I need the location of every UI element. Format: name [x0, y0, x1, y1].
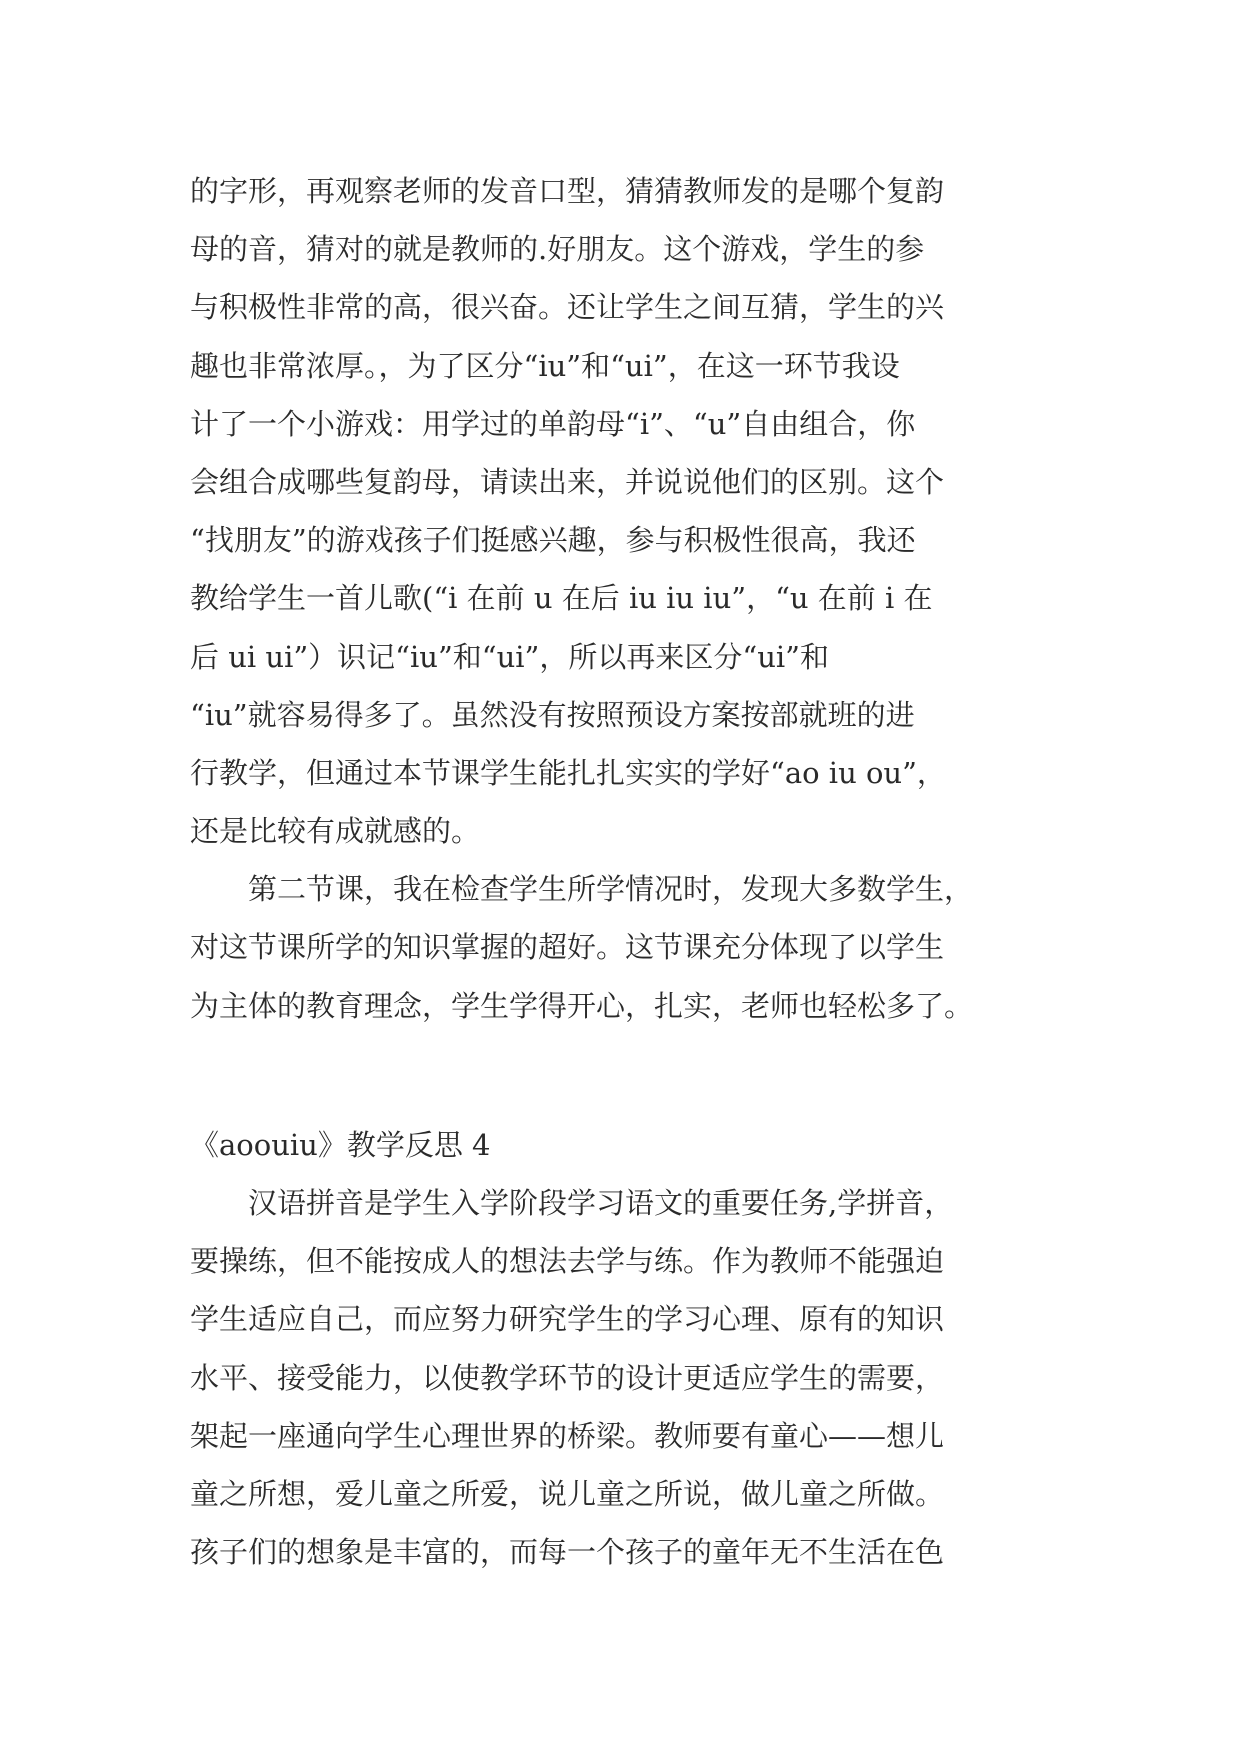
text-line: 汉语拼音是学生入学阶段学习语文的重要任务,学拼音， [190, 1186, 954, 1220]
text-line: 对这节课所学的知识掌握的超好。这节课充分体现了以学生 [190, 930, 945, 965]
text-line: “iu”就容易得多了。虽然没有按照预设方案按部就班的进 [190, 697, 915, 732]
text-line: 孩子们的想象是丰富的，而每一个孩子的童年无不生活在色 [190, 1535, 945, 1570]
section-heading: 《aoouiu》教学反思 4 [190, 1127, 491, 1162]
paragraph [190, 162, 1050, 860]
text-line: 母的音，猜对的就是教师的.好朋友。这个游戏，学生的参 [190, 232, 925, 267]
text-line: “找朋友”的游戏孩子们挺感兴趣，参与积极性很高，我还 [190, 523, 916, 558]
text-line: 架起一座通向学生心理世界的桥梁。教师要有童心——想儿 [190, 1418, 945, 1453]
text-line: 趣也非常浓厚。，为了区分“iu”和“ui”，在这一环节我设 [190, 348, 900, 383]
text-line: 还是比较有成就感的。 [190, 814, 481, 849]
text-line: 学生适应自己，而应努力研究学生的学习心理、原有的知识 [190, 1302, 945, 1337]
text-line: 第二节课，我在检查学生所学情况时，发现大多数学生， [190, 872, 974, 907]
text-line: 后 ui ui”）识记“iu”和“ui”，所以再来区分“ui”和 [190, 639, 829, 674]
text-line: 为主体的教育理念，学生学得开心，扎实，老师也轻松多了。 [190, 988, 974, 1023]
text-line: 行教学，但通过本节课学生能扎扎实实的学好“ao iu ou”， [190, 755, 946, 790]
text-line: 童之所想，爱儿童之所爱，说儿童之所说，做儿童之所做。 [190, 1476, 945, 1511]
text-line: 会组合成哪些复韵母，请读出来，并说说他们的区别。这个 [190, 464, 945, 499]
text-line: 水平、接受能力，以使教学环节的设计更适应学生的需要， [190, 1360, 945, 1395]
text-line: 与积极性非常的高，很兴奋。还让学生之间互猜，学生的兴 [190, 290, 945, 325]
text-line: 教给学生一首儿歌(“i 在前 u 在后 iu iu iu”，“u 在前 i 在 [190, 581, 933, 616]
text-line: 计了一个小游戏：用学过的单韵母“i”、“u”自由组合，你 [190, 406, 916, 441]
document-body [190, 162, 1050, 1581]
text-line: 的字形，再观察老师的发音口型，猜猜教师发的是哪个复韵 [190, 174, 945, 208]
section-gap [190, 1035, 1050, 1116]
paragraph [190, 1174, 1050, 1581]
paragraph [190, 860, 1050, 1035]
text-line: 要操练，但不能按成人的想法去学与练。作为教师不能强迫 [190, 1244, 945, 1279]
